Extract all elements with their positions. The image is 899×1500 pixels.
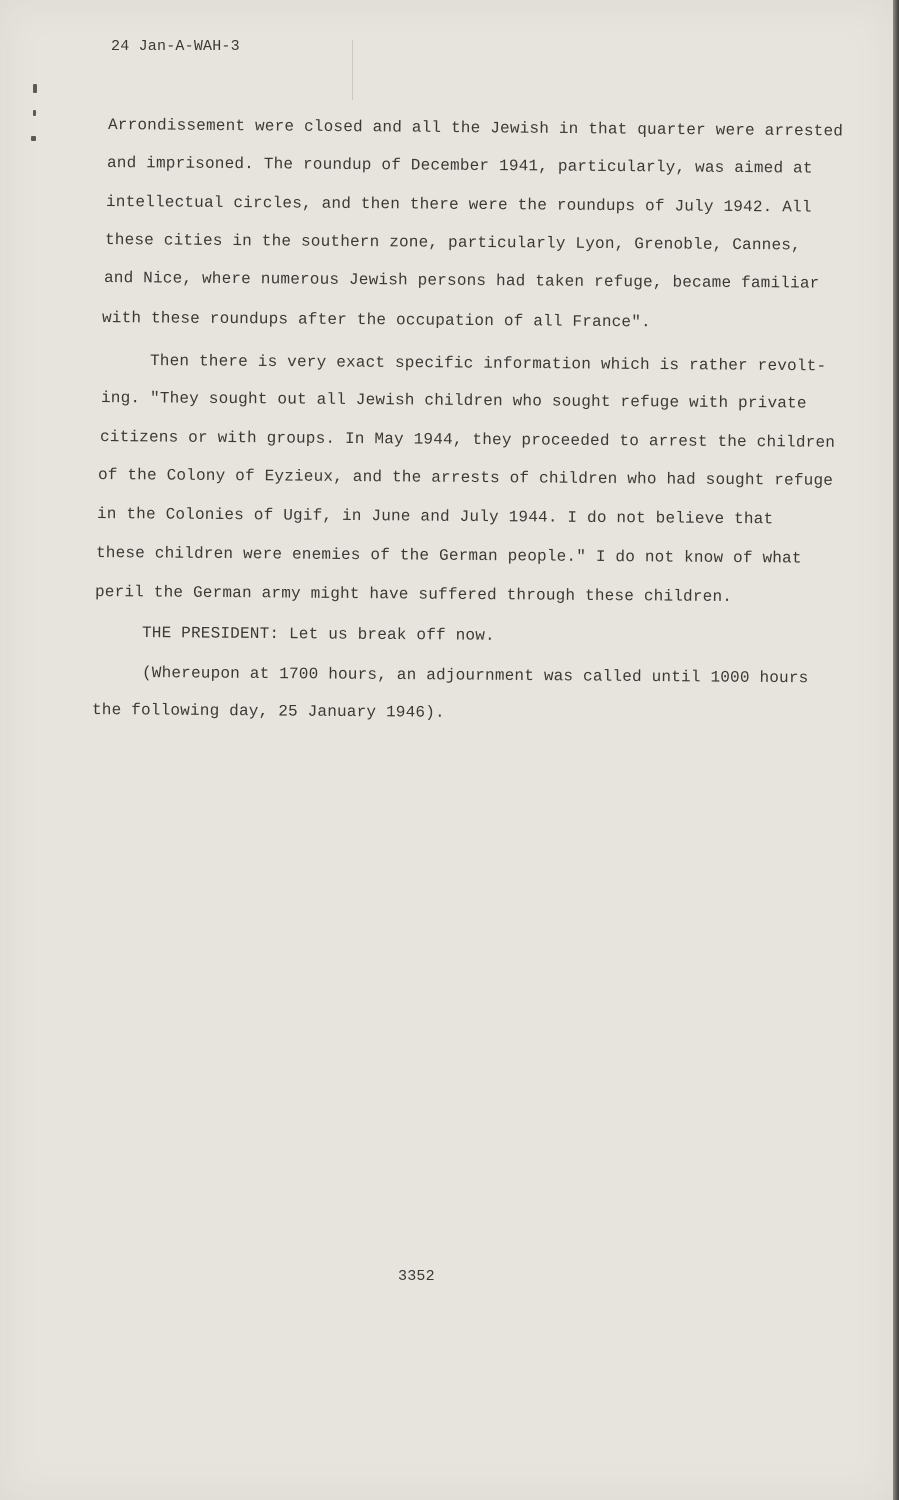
text-line: these cities in the southern zone, particularly Lyon, Grenoble, Cannes, [104,231,801,255]
text-line: citizens or with groups. In May 1944, they proceeded to arrest the children [99,428,836,452]
text-line: these children were enemies of the German people." I do not know of what [95,544,802,568]
margin-mark [33,110,36,116]
text-line: the following day, 25 January 1946). [91,701,445,722]
text-line: Arrondissement were closed and all the Jewish in that quarter were arrested [107,116,844,141]
page-number: 3352 [398,1268,435,1285]
page-header: 24 Jan-A-WAH-3 [111,38,240,55]
margin-mark [31,136,36,141]
text-line: and imprisoned. The roundup of December 1941, particularly, was aimed at [106,154,813,178]
paper-crease [352,40,353,100]
text-line: of the Colony of Eyzieux, and the arrests of children who had sought refuge [97,466,834,490]
text-line: Then there is very exact specific information which is rather revolt- [149,352,827,376]
text-line: with these roundups after the occupation of all France". [101,309,651,332]
text-line: and Nice, where numerous Jewish persons had taken refuge, became familiar [103,269,820,293]
text-line: in the Colonies of Ugif, in June and July 1944. I do not believe that [96,505,774,529]
text-line: peril the German army might have suffered through these children. [94,583,733,607]
scan-edge [893,0,899,1500]
text-line: ing. "They sought out all Jewish children who sought refuge with private [100,389,807,413]
text-line: (Whereupon at 1700 hours, an adjournment was called until 1000 hours [141,664,809,688]
text-line: intellectual circles, and then there were the roundups of July 1942. All [105,193,812,217]
speaker-line: THE PRESIDENT: Let us break off now. [141,624,495,645]
margin-mark [33,84,37,93]
